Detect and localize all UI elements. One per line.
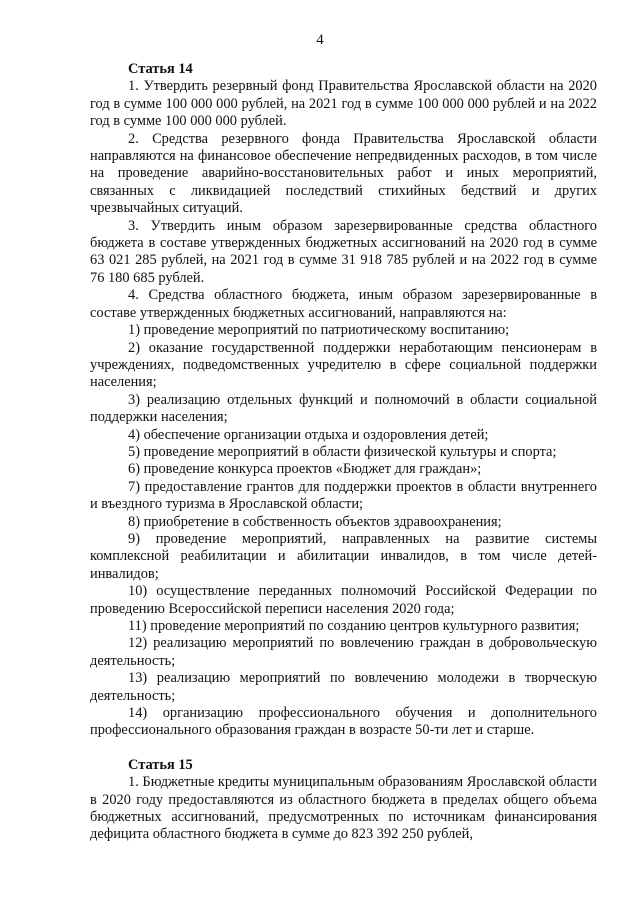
article-15 [90,757,597,844]
list-item-7: 7) предоставление грантов для поддержки проектов в области внутреннего и въездного туризма в Ярославской области; [90,478,597,513]
list-item-8: 8) приобретение в собственность объектов здравоохранения; [128,513,502,530]
list-item-14: 14) организацию профессионального обучения и дополнительного профессионального образования граждан в возрасте 50-ти лет и старше. [90,705,597,739]
article-14-title: Статья 14 [128,61,193,77]
article-15-paragraph-1: 1. Бюджетные кредиты муниципальным образованиям Ярославской области в 2020 году предоставляются из областного бюджета в пределах общего объема бюджетных ассигнований, предусмотренных по источникам финансирования дефицита областного бюджета в сумме до 823 392 250 рублей, [90,774,597,843]
document-body [90,61,597,844]
list-item-13: 13) реализацию мероприятий по вовлечению молодежи в творческую деятельность; [90,670,597,704]
list-item-9: 9) проведение мероприятий, направленных на развитие системы комплексной реабилитации и абилитации инвалидов, в том числе детей-инвалидов; [90,530,597,582]
list-item-2: 2) оказание государственной поддержки неработающим пенсионерам в учреждениях, подведомственных учредителю в сфере социальной поддержки населения; [90,339,597,391]
list-item-10: 10) осуществление переданных полномочий Российской Федерации по проведению Всероссийской переписи населения 2020 года; [90,583,597,617]
article-14-paragraph-3: 3. Утвердить иным образом зарезервированные средства областного бюджета в составе утвержденных бюджетных ассигнований на 2020 год в сумме 63 021 285 рублей, на 2021 год в сумме 31 918 785 рублей и на 2022 год в сумме 76 180 685 рублей. [90,217,597,286]
list-item-6: 6) проведение конкурса проектов «Бюджет для граждан»; [128,461,482,478]
article-14-paragraph-4: 4. Средства областного бюджета, иным образом зарезервированные в составе утвержденных бюджетных ассигнований, направляются на: [90,287,597,321]
article-14-paragraph-2: 2. Средства резервного фонда Правительства Ярославской области направляются на финансовое обеспечение непредвиденных расходов, в том числе на проведение аварийно-восстановительных работ и иных мероприятий, связанных с ликвидацией последствий стихийных бедствий и других чрезвычайных ситуаций. [90,130,597,217]
list-item-3: 3) реализацию отдельных функций и полномочий в области социальной поддержки населения; [90,391,597,426]
article-14-paragraph-1: 1. Утвердить резервный фонд Правительства Ярославской области на 2020 год в сумме 100 000 000 рублей, на 2021 год в сумме 100 000 000 рублей и на 2022 год в сумме 100 000 000 рублей. [90,78,597,130]
list-item-4: 4) обеспечение организации отдыха и оздоровления детей; [128,426,489,443]
section-spacer [90,740,597,757]
page-number: 4 [316,32,324,48]
article-14 [90,61,597,740]
list-item-5: 5) проведение мероприятий в области физической культуры и спорта; [128,443,557,460]
list-item-1: 1) проведение мероприятий по патриотическому воспитанию; [128,322,510,339]
list-item-12: 12) реализацию мероприятий по вовлечению граждан в добровольческую деятельность; [90,635,597,669]
article-15-title: Статья 15 [128,756,193,773]
list-item-11: 11) проведение мероприятий по созданию центров культурного развития; [128,618,580,634]
